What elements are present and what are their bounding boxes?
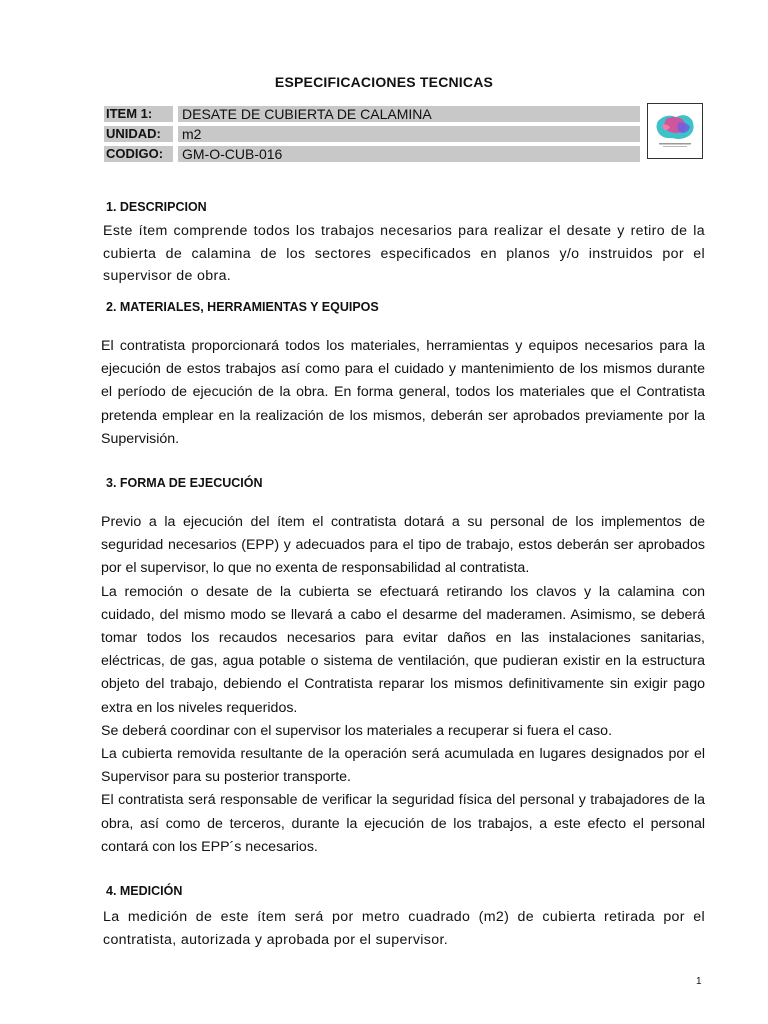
ejecucion-paragraph-5: El contratista será responsable de verificar la seguridad física del personal y trabajadores de la obra, así como de terceros, durante la ejecución de los trabajos, a este efecto el personal contará con los EPP´s necesarios. xyxy=(101,792,705,855)
spec-table xyxy=(104,106,640,166)
materiales-paragraph: El contratista proporcionará todos los materiales, herramientas y equipos necesarios para la ejecución de estos trabajos así como para el cuidado y mantenimiento de los mismos durante el período de ejecución de la obra. En forma general, todos los materiales que el Contratista pretenda emplear en la realización de los mismos, deberán ser aprobados previamente por la Supervisión. xyxy=(101,338,705,447)
materiales-text xyxy=(101,335,705,451)
item-label: ITEM 1: xyxy=(104,106,173,122)
ejecucion-paragraph-2: La remoción o desate de la cubierta se efectuará retirando los clavos y la calamina con cuidado, del mismo modo se llevará a cabo el desarme del maderamen. Asimismo, se deberá tomar todos los recaudos necesarios para evitar daños en las instalaciones sanitarias, eléctricas, de gas, agua potable o sistema de ventilación, que pudieran existir en la estructura objeto del trabajo, debiendo el Contratista reparar los mismos definitivamente sin exigir pago extra en los niveles requeridos. xyxy=(101,583,705,716)
section-heading-descripcion: 1. DESCRIPCION xyxy=(106,200,207,214)
descripcion-text xyxy=(103,220,705,288)
logo xyxy=(647,103,703,159)
unidad-label: UNIDAD: xyxy=(104,126,173,142)
item-value: DESATE DE CUBIERTA DE CALAMINA xyxy=(178,106,640,122)
codigo-value: GM-O-CUB-016 xyxy=(178,146,640,162)
ejecucion-paragraph-1: Previo a la ejecución del ítem el contratista dotará a su personal de los implementos de seguridad necesarios (EPP) y adecuados para el tipo de trabajo, estos deberán ser aprobados por el supervisor, lo que no exenta de responsabilidad al contratista. xyxy=(101,514,705,577)
section-heading-materiales: 2. MATERIALES, HERRAMIENTAS Y EQUIPOS xyxy=(106,300,379,314)
section-heading-ejecucion: 3. FORMA DE EJECUCIÓN xyxy=(106,476,263,490)
spec-row-codigo xyxy=(104,146,640,162)
spec-row-item xyxy=(104,106,640,122)
medicion-paragraph: La medición de este ítem será por metro cuadrado (m2) de cubierta retirada por el contratista, autorizada y aprobada por el supervisor. xyxy=(103,909,705,948)
ejecucion-paragraph-3: Se deberá coordinar con el supervisor los materiales a recuperar si fuera el caso. xyxy=(101,722,613,739)
unidad-value: m2 xyxy=(178,126,640,142)
ejecucion-paragraph-4: La cubierta removida resultante de la operación será acumulada en lugares designados por el Supervisor para su posterior transporte. xyxy=(101,746,705,786)
codigo-label: CODIGO: xyxy=(104,146,173,162)
municipal-logo-icon xyxy=(652,111,698,151)
ejecucion-text xyxy=(101,511,705,859)
page-number: 1 xyxy=(696,976,702,987)
descripcion-paragraph: Este ítem comprende todos los trabajos necesarios para realizar el desate y retiro de la cubierta de calamina de los sectores especificados en planos y/o instruidos por el supervisor de obra. xyxy=(103,223,705,284)
section-heading-medicion: 4. MEDICIÓN xyxy=(106,884,183,898)
medicion-text xyxy=(103,906,705,951)
document-title: ESPECIFICACIONES TECNICAS xyxy=(274,74,494,90)
spec-row-unidad xyxy=(104,126,640,142)
